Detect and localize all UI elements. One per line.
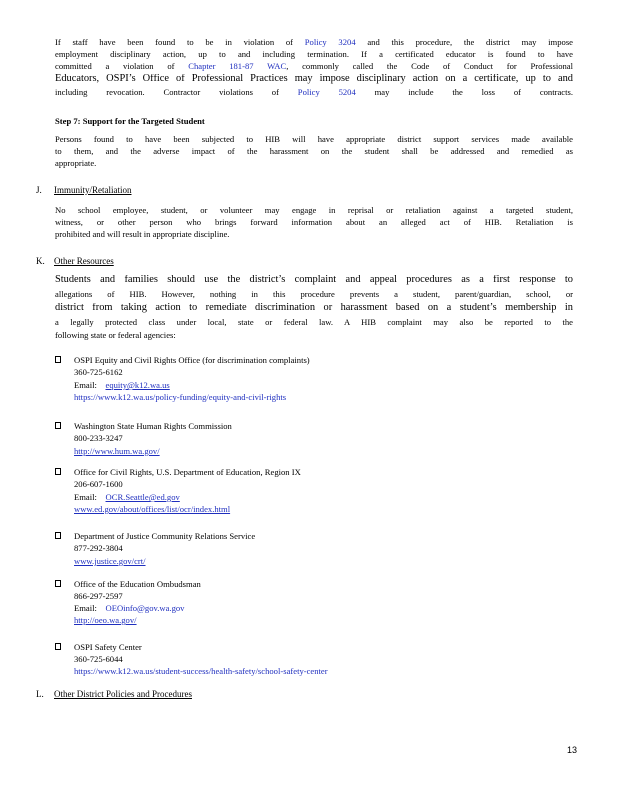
policy-5204-link[interactable]: Policy 5204 xyxy=(297,88,356,97)
section-label: J. xyxy=(36,185,42,195)
text: , commonly called the Code of Conduct for Professional xyxy=(286,62,573,71)
discipline-paragraph xyxy=(55,38,573,100)
text-line: allegations of HIB. However, nothing in this procedure prevents a student, parent/guardian, school, or xyxy=(55,290,573,299)
email-label: Email: xyxy=(74,604,97,614)
text: may include the loss of contracts. xyxy=(355,88,573,97)
text: If staff have been found to be in violation of xyxy=(55,38,305,47)
agency-phone: 360-725-6044 xyxy=(74,655,123,665)
bullet-box-icon xyxy=(55,643,61,650)
agency-url-link[interactable]: www.ed.gov/about/offices/list/ocr/index.html xyxy=(74,505,231,515)
text-line: a legally protected class under local, state or federal law. A HIB complaint may also be reported to the xyxy=(55,318,573,327)
text: including revocation. Contractor violations of xyxy=(55,88,298,97)
section-label: K. xyxy=(36,256,45,266)
agency-url-link[interactable]: http://www.hum.wa.gov/ xyxy=(74,447,160,457)
agency-phone: 206-607-1600 xyxy=(74,480,123,490)
section-title: Other District Policies and Procedures xyxy=(54,689,192,699)
agency-name: OSPI Equity and Civil Rights Office (for discrimination complaints) xyxy=(74,356,310,365)
agency-url-link[interactable]: https://www.k12.wa.us/policy-funding/equity-and-civil-rights xyxy=(74,393,287,403)
text-line: following state or federal agencies: xyxy=(55,331,176,340)
agency-phone: 877-292-3804 xyxy=(74,544,123,554)
text-line: to them, and the adverse impact of the harassment on the student shall be addressed and remedied as xyxy=(55,147,573,156)
text: committed a violation of xyxy=(55,62,189,71)
text-line: employment disciplinary action, up to and including termination. If a certificated educator is found to have xyxy=(55,50,573,59)
agency-name: Washington State Human Rights Commission xyxy=(74,422,232,431)
section-j-body xyxy=(55,206,573,242)
bullet-box-icon xyxy=(55,532,61,539)
section-title: Immunity/Retaliation xyxy=(54,185,132,195)
chapter-181-87-wac-link[interactable]: Chapter 181-87 WAC xyxy=(188,62,287,71)
agency-phone: 800-233-3247 xyxy=(74,434,123,444)
section-k-body xyxy=(55,275,573,343)
email-label: Email: xyxy=(74,493,97,503)
bullet-box-icon xyxy=(55,580,61,587)
text-line: Educators, OSPI’s Office of Professional Practices may impose disciplinary action on a certificate, up to and xyxy=(55,74,573,84)
bullet-box-icon xyxy=(55,356,61,363)
section-title: Other Resources xyxy=(54,256,114,266)
text-line: prohibited and will result in appropriate discipline. xyxy=(55,230,230,239)
email-label: Email: xyxy=(74,381,97,391)
page-number: 13 xyxy=(567,745,578,755)
text-line: appropriate. xyxy=(55,159,97,168)
text: and this procedure, the district may impose xyxy=(355,38,573,47)
bullet-box-icon xyxy=(55,468,61,475)
text-line: district from taking action to remediate discrimination or harassment based on a student’s membership in xyxy=(55,303,573,313)
agency-name: Office for Civil Rights, U.S. Department of Education, Region IX xyxy=(74,468,301,477)
text-line: Persons found to have been subjected to HIB will have appropriate district support services made available xyxy=(55,135,573,144)
agency-name: OSPI Safety Center xyxy=(74,643,142,652)
agency-url-link[interactable]: http://oeo.wa.gov/ xyxy=(74,616,137,626)
agency-email-link[interactable]: OEOinfo@gov.wa.gov xyxy=(105,604,185,614)
step7-heading: Step 7: Support for the Targeted Student xyxy=(55,117,205,126)
agency-name: Office of the Education Ombudsman xyxy=(74,580,201,589)
text-line: witness, or other person who brings forward information about an alleged act of HIB. Retaliation is xyxy=(55,218,573,227)
section-j-heading xyxy=(36,186,132,195)
agency-url-link[interactable]: www.justice.gov/crt/ xyxy=(74,557,146,567)
agency-phone: 866-297-2597 xyxy=(74,592,123,602)
agency-name: Department of Justice Community Relations Service xyxy=(74,532,256,541)
agency-email-link[interactable]: OCR.Seattle@ed.gov xyxy=(105,493,180,503)
agency-phone: 360-725-6162 xyxy=(74,368,123,378)
section-l-heading xyxy=(36,690,192,699)
policy-3204-link[interactable]: Policy 3204 xyxy=(304,38,356,47)
section-k-heading xyxy=(36,257,114,266)
step7-section xyxy=(55,117,573,171)
section-label: L. xyxy=(36,689,44,699)
text-line: Students and families should use the district’s complaint and appeal procedures as a first response to xyxy=(55,275,573,285)
bullet-box-icon xyxy=(55,422,61,429)
agency-email-link[interactable]: equity@k12.wa.us xyxy=(105,381,170,391)
agency-url-link[interactable]: https://www.k12.wa.us/student-success/health-safety/school-safety-center xyxy=(74,667,328,677)
text-line: No school employee, student, or volunteer may engage in reprisal or retaliation against a targeted student, xyxy=(55,206,573,215)
